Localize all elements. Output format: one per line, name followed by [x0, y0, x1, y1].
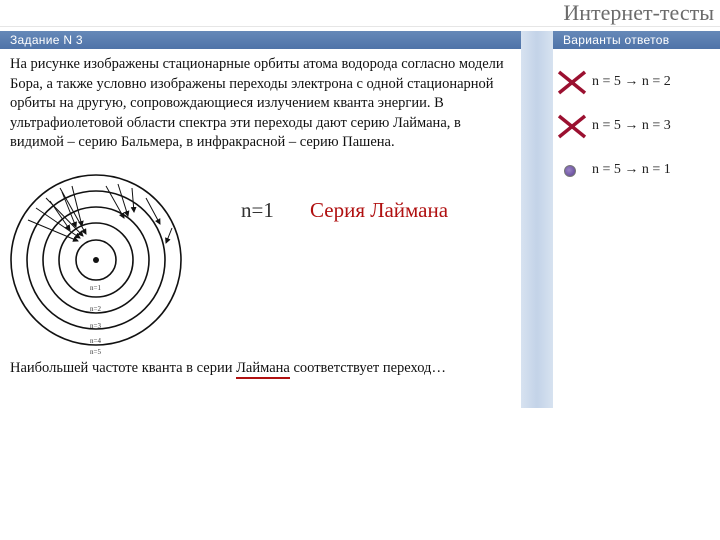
question-text: На рисунке изображены стационарные орбиты атома водорода согласно модели Бора, а также условно изображены переходы электрона с одной стационарной орбиты на другую, сопровождающиеся излучением кванта энергии. В ультрафиолетовой области спектра эти переходы дают серию Лаймана, в видимой – серию Бальмера, в инфракрасной – серию Пашена.: [10, 56, 504, 150]
orbit-label: n=1: [90, 284, 101, 292]
site-brand: Интернет-тесты: [563, 0, 714, 25]
answer-text: n = 5 → n = 3: [592, 118, 671, 133]
transition-arrow: [132, 188, 134, 212]
nucleus: [93, 257, 99, 263]
cross-icon: [556, 113, 590, 139]
bohr-orbits-diagram: [6, 168, 188, 356]
answer-option-2[interactable]: [556, 113, 671, 139]
cross-icon: [556, 69, 590, 95]
answer-option-3[interactable]: [556, 157, 671, 183]
prompt-before: Наибольшей частоте кванта в серии: [10, 360, 237, 376]
orbit-label: n=5: [90, 348, 101, 356]
level-label: n=1: [241, 198, 274, 222]
top-divider: [0, 26, 720, 27]
answers-panel: [553, 49, 720, 408]
answers-header: Варианты ответов: [553, 31, 720, 49]
orbit-label: n=3: [90, 322, 101, 330]
answer-text: n = 5 → n = 2: [592, 74, 671, 89]
series-label: Серия Лаймана: [310, 198, 449, 222]
prompt-after: соответствует переход…: [289, 360, 446, 376]
prompt-highlight: Лаймана: [236, 360, 290, 379]
task-header: Задание N 3: [0, 31, 521, 49]
answer-text: n = 5 → n = 1: [592, 162, 671, 177]
transition-arrow: [106, 186, 124, 218]
transition-arrow: [166, 228, 172, 243]
transition-arrow: [118, 184, 128, 216]
orbit-label: n=2: [90, 305, 101, 313]
radio-selected-icon[interactable]: [556, 157, 590, 183]
orbit-label: n=4: [90, 337, 101, 345]
panel-separator: [521, 31, 553, 408]
answer-option-1[interactable]: [556, 69, 671, 95]
question-prompt: [10, 360, 446, 377]
